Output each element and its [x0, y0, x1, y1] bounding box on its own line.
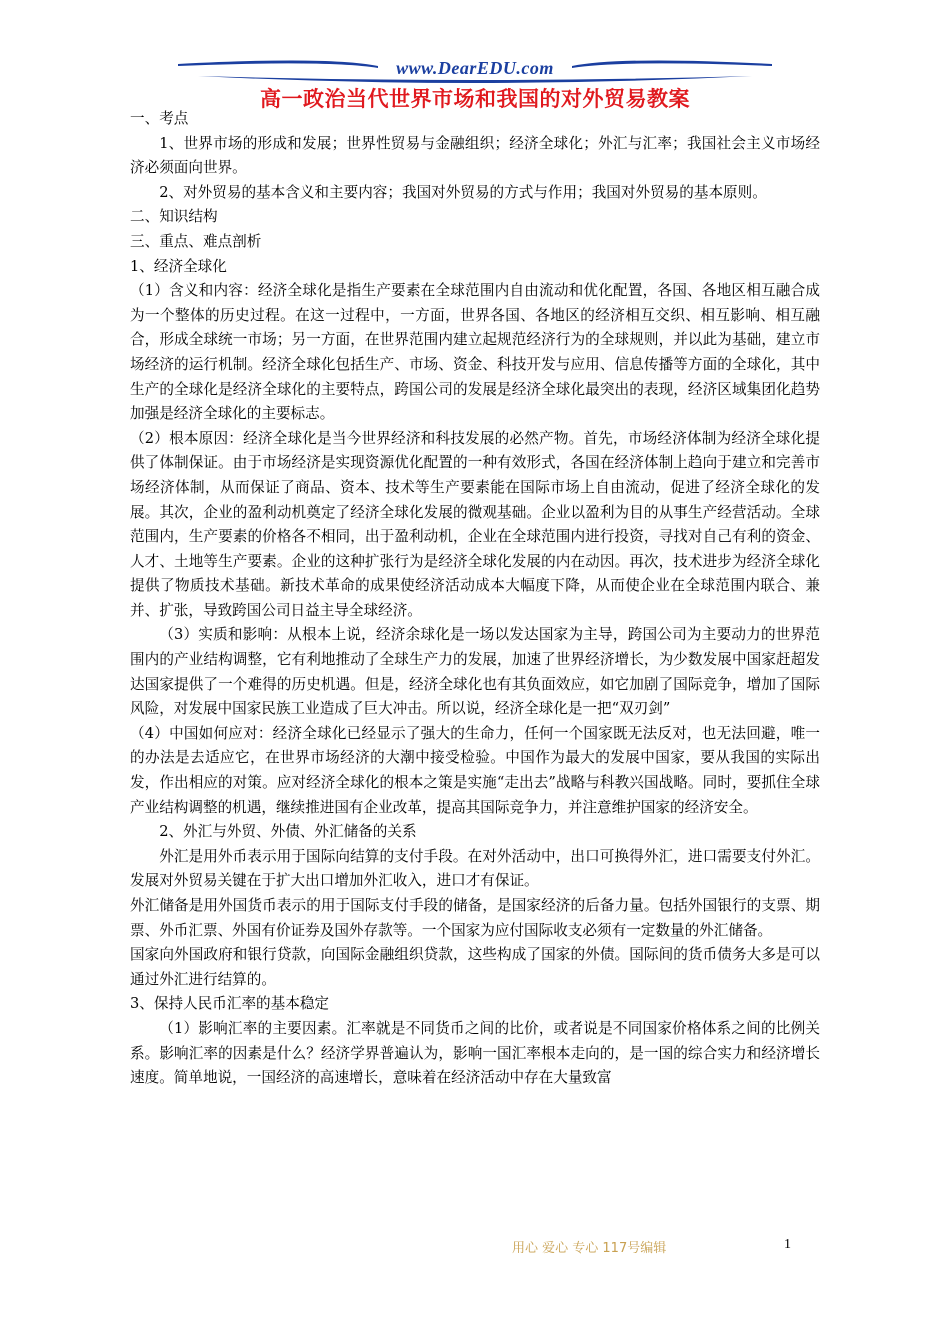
page-number: 1 — [784, 1237, 791, 1252]
paragraph: 外汇储备是用外国货币表示的用于国际支付手段的储备，是国家经济的后备力量。包括外国银行的支票、期票、外币汇票、外国有价证券及国外存款等。一个国家为应付国际收支必须有一定数量的外汇储备。 — [130, 897, 820, 939]
paragraph: 2、外汇与外贸、外债、外汇储备的关系 — [159, 823, 417, 841]
paragraph: 外汇是用外币表示用于国际向结算的支付手段。在对外活动中，出口可换得外汇，进口需要支付外汇。发展对外贸易关键在于扩大出口增加外汇收入，进口才有保证。 — [130, 847, 820, 890]
paragraph: 1、经济全球化 — [130, 257, 227, 275]
paragraph: 3、保持人民币汇率的基本稳定 — [130, 995, 330, 1013]
document-body — [130, 107, 820, 1091]
paragraph: 二、知识结构 — [130, 208, 218, 226]
paragraph: （2）根本原因：经济全球化是当今世界经济和科技发展的必然产物。首先，市场经济体制为经济全球化提供了体制保证。由于市场经济是实现资源优化配置的一种有效形式，各国在经济体制上趋向于建立和完善市场经济体制，从而保证了商品、资本、技术等生产要素能在国际市场上自由流动，促进了经济全球化的发展。其次，企业的盈利动机奠定了经济全球化发展的微观基础。企业以盈利为目的从事生产经营活动。全球范围内，生产要素的价格各不相同，出于盈利动机，企业在全球范围内进行投资，寻找对自己有利的资金、人才、土地等生产要素。企业的这种扩张行为是经济全球化发展的内在动因。再次，技术进步为经济全球化提供了物质技术基础。新技术革命的成果使经济活动成本大幅度下降，从而使企业在全球范围内联合、兼并、扩张，导致跨国公司日益主导全球经济。 — [130, 429, 820, 619]
site-logo — [178, 56, 772, 86]
paragraph: （1）影响汇率的主要因素。汇率就是不同货币之间的比价，或者说是不同国家价格体系之间的比例关系。影响汇率的因素是什么？经济学界普遍认为，影响一国汇率根本走向的，是一国的综合实力和经济增长速度。简单地说，一国经济的高速增长，意味着在经济活动中存在大量致富 — [130, 1019, 820, 1087]
document-title: 高一政治当代世界市场和我国的对外贸易教案 — [260, 87, 690, 111]
paragraph: （1）含义和内容：经济全球化是指生产要素在全球范围内自由流动和优化配置，各国、各地区相互融合成为一个整体的历史过程。在这一过程中，一方面，世界各国、各地区的经济相互交织、相互影响、相互融合，形成全球统一市场；另一方面，在世界范围内建立起规范经济行为的全球规则，并以此为基础，建立市场经济的运行机制。经济全球化包括生产、市场、资金、科技开发与应用、信息传播等方面的全球化，其中生产的全球化是经济全球化的主要特点，跨国公司的发展是经济全球化最突出的表现，经济区域集团化趋势加强是经济全球化的主要标志。 — [130, 282, 820, 423]
paragraph: 三、重点、难点剖析 — [130, 232, 262, 250]
logo-text: www.DearEDU.com — [396, 58, 554, 78]
paragraph: 2、对外贸易的基本含义和主要内容；我国对外贸易的方式与作用；我国对外贸易的基本原则。 — [159, 183, 767, 201]
paragraph: （4）中国如何应对：经济全球化已经显示了强大的生命力，任何一个国家既无法反对，也无法回避，唯一的办法是去适应它，在世界市场经济的大潮中接受检验。中国作为最大的发展中国家，要从我国的实际出发，作出相应的对策。应对经济全球化的根本之策是实施“走出去”战略与科教兴国战略。同时，要抓住全球产业结构调整的机遇，继续推进国有企业改革，提高其国际竞争力，并注意维护国家的经济安全。 — [130, 724, 820, 816]
footer-credit: 用心 爱心 专心 117号编辑 — [512, 1241, 667, 1256]
paragraph: 国家向外国政府和银行贷款，向国际金融组织贷款，这些构成了国家的外债。国际间的货币债务大多是可以通过外汇进行结算的。 — [130, 946, 820, 988]
paragraph: （3）实质和影响：从根本上说，经济余球化是一场以发达国家为主导，跨国公司为主要动力的世界范围内的产业结构调整，它有利地推动了全球生产力的发展，加速了世界经济增长，为少数发展中国家赶超发达国家提供了一个难得的历史机遇。但是，经济全球化也有其负面效应，如它加剧了国际竞争，增加了国际风险，对发展中国家民族工业造成了巨大冲击。所以说，经济全球化是一把“双刃剑” — [130, 626, 820, 718]
paragraph: 1、世界市场的形成和发展；世界性贸易与金融组织；经济全球化；外汇与汇率；我国社会主义市场经济必须面向世界。 — [130, 134, 820, 177]
page-footer — [0, 1237, 950, 1257]
paragraph: 一、考点 — [130, 110, 189, 127]
